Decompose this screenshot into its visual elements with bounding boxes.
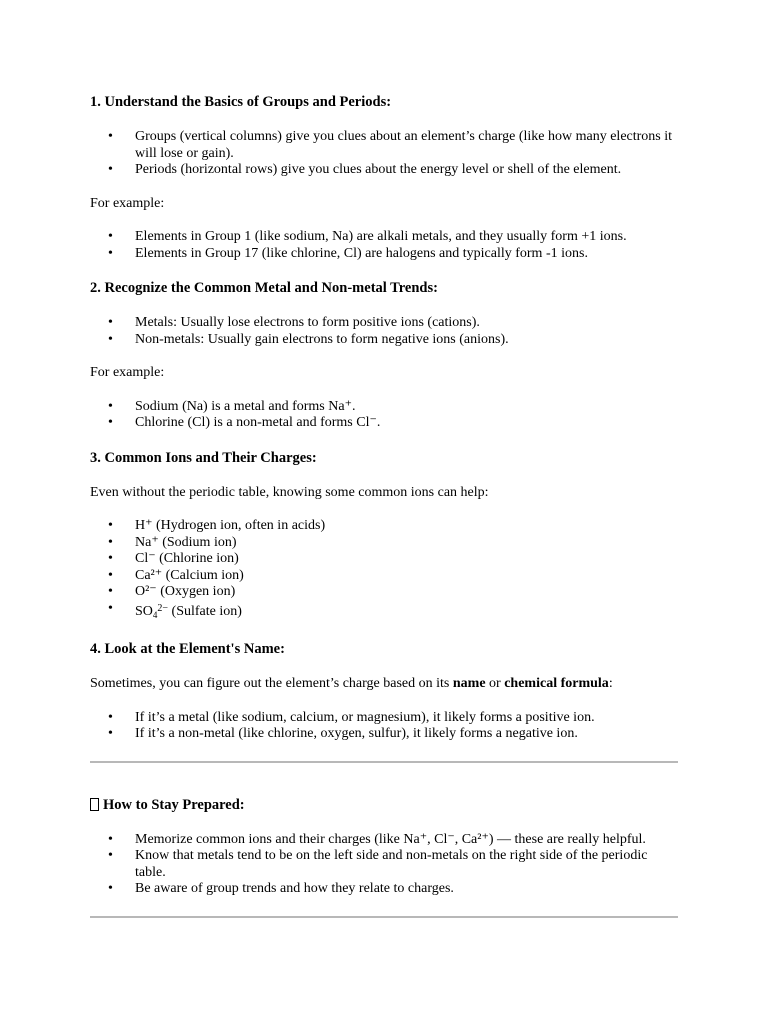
sulfate-base: SO — [135, 603, 153, 619]
horizontal-rule — [90, 916, 678, 918]
prepared-heading — [90, 796, 678, 814]
intro-text: or — [485, 676, 505, 691]
document-body — [90, 93, 678, 918]
intro-bold-name: name — [452, 676, 486, 691]
sulfate-superscript: 2− — [157, 602, 169, 614]
list-item: • Sodium (Na) is a metal and forms Na⁺. — [135, 399, 678, 416]
intro-text: Sometimes, you can figure out the element’s charge based on its — [90, 676, 453, 691]
section-1-list-a — [90, 129, 678, 179]
list-item: • Elements in Group 17 (like chlorine, Cl) are halogens and typically form -1 ions. — [135, 246, 678, 263]
list-item: • If it’s a non-metal (like chlorine, oxygen, sulfur), it likely forms a negative ion. — [135, 726, 678, 743]
missing-glyph-icon — [90, 798, 99, 811]
list-item: • If it’s a metal (like sodium, calcium, or magnesium), it likely forms a positive ion. — [135, 710, 678, 727]
list-item: • Na⁺ (Sodium ion) — [135, 535, 678, 552]
list-item: • Be aware of group trends and how they relate to charges. — [135, 881, 678, 898]
list-item: • Elements in Group 1 (like sodium, Na) are alkali metals, and they usually form +1 ions. — [135, 229, 678, 246]
section-4-heading: 4. Look at the Element's Name: — [90, 641, 285, 657]
list-item-sulfate — [135, 601, 678, 624]
list-item: • Non-metals: Usually gain electrons to form negative ions (anions). — [135, 332, 678, 349]
section-3-intro: Even without the periodic table, knowing some common ions can help: — [90, 484, 489, 500]
list-item: • Ca²⁺ (Calcium ion) — [135, 568, 678, 585]
list-item: • Groups (vertical columns) give you clues about an element’s charge (like how many electrons it will lose or gain). — [135, 129, 678, 162]
list-item: • Know that metals tend to be on the left side and non-metals on the right side of the periodic table. — [135, 848, 678, 881]
example-label: For example: — [90, 365, 165, 380]
section-1-heading: 1. Understand the Basics of Groups and Periods: — [90, 94, 392, 110]
intro-text: : — [608, 676, 613, 691]
section-2-heading: 2. Recognize the Common Metal and Non-metal Trends: — [90, 280, 438, 296]
section-2-list-b — [90, 399, 678, 432]
list-item: • O²⁻ (Oxygen ion) — [135, 584, 678, 601]
ions-list — [90, 518, 678, 623]
list-item: • Chlorine (Cl) is a non-metal and forms Cl⁻. — [135, 415, 678, 432]
sulfate-subscript: 4 — [152, 609, 158, 620]
list-item: • Metals: Usually lose electrons to form positive ions (cations). — [135, 315, 678, 332]
prepared-list — [90, 832, 678, 898]
intro-bold-formula: chemical formula — [504, 676, 609, 691]
section-3-heading: 3. Common Ions and Their Charges: — [90, 449, 317, 466]
list-item: • Memorize common ions and their charges (like Na⁺, Cl⁻, Ca²⁺) — these are really helpful. — [135, 832, 678, 849]
prepared-heading-text: How to Stay Prepared: — [103, 796, 245, 813]
sulfate-label: (Sulfate ion) — [168, 603, 242, 619]
example-label: For example: — [90, 195, 165, 211]
list-item: • Periods (horizontal rows) give you clues about the energy level or shell of the element. — [135, 162, 678, 179]
list-item: • H⁺ (Hydrogen ion, often in acids) — [135, 518, 678, 535]
section-1-list-b — [90, 229, 678, 262]
section-4-intro — [90, 676, 678, 693]
section-4-list — [90, 710, 678, 743]
section-2-list-a — [90, 315, 678, 348]
list-item: • Cl⁻ (Chlorine ion) — [135, 551, 678, 568]
